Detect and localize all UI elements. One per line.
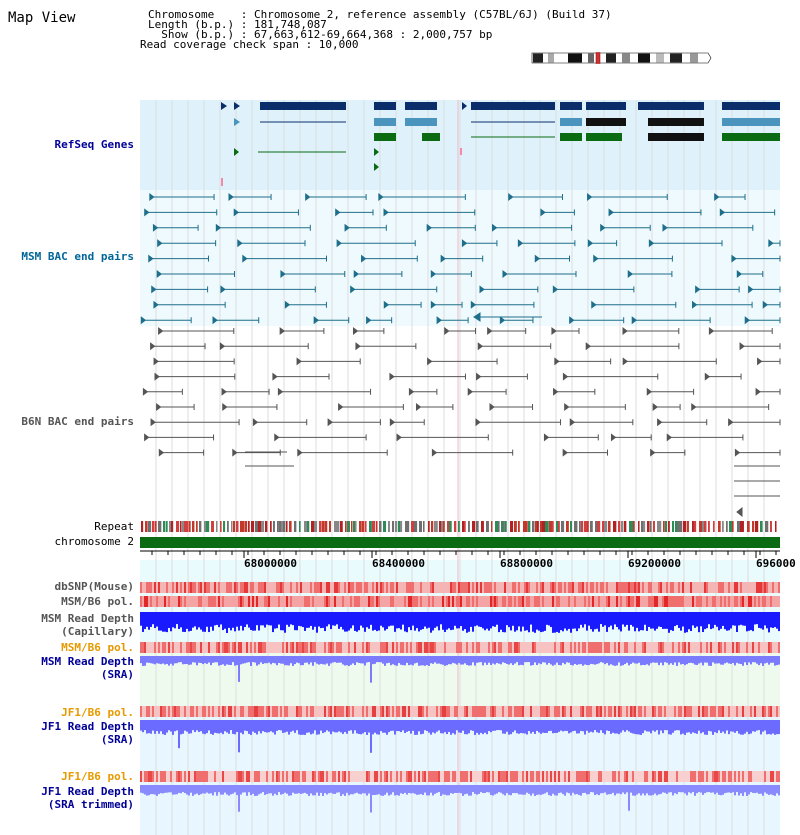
tick-label-3: 68800000 xyxy=(500,557,553,570)
tick-label-2: 68400000 xyxy=(372,557,425,570)
jf1-read-depth-trim-sub: (SRA trimmed) xyxy=(47,798,134,811)
msm-read-depth-cap-sub: (Capillary) xyxy=(61,625,134,638)
chromosome-line: Chromosome : Chromosome 2, reference assembly (C57BL/6J) (Build 37) xyxy=(148,8,612,21)
chromosome-bar xyxy=(140,537,780,548)
jf1-read-depth-trim-label: JF1 Read Depth xyxy=(41,785,134,798)
refseq-genes-label: RefSeq Genes xyxy=(54,138,134,151)
b6n-bac-label: B6N BAC end pairs xyxy=(21,415,134,428)
chromosome-label: chromosome 2 xyxy=(54,535,134,548)
show-line: Show (b.p.) : 67,663,612-69,664,368 : 2,000,757 bp xyxy=(148,28,493,41)
msm-b6-pol-label: MSM/B6 pol. xyxy=(61,595,134,608)
tick-label-5: 696000 xyxy=(756,557,796,570)
tick-label-4: 69200000 xyxy=(628,557,681,570)
jf1-b6-pol-label: JF1/B6 pol. xyxy=(61,706,134,719)
dbsnp-label: dbSNP(Mouse) xyxy=(54,580,134,593)
repeat-track xyxy=(141,521,777,532)
span-line: Read coverage check span : 10,000 xyxy=(140,38,359,51)
page-title: Map View xyxy=(8,10,76,26)
msm-read-depth-cap-label: MSM Read Depth xyxy=(41,612,134,625)
msm-read-depth-sra-label: MSM Read Depth xyxy=(41,655,134,668)
repeat-label: Repeat xyxy=(94,520,134,533)
msm-read-depth-sra-sub: (SRA) xyxy=(100,668,134,681)
length-line: Length (b.p.) : 181,748,087 xyxy=(148,18,327,31)
msm-bac-label: MSM BAC end pairs xyxy=(21,250,134,263)
jf1-read-depth-sra-label: JF1 Read Depth xyxy=(41,720,134,733)
msm-b6-pol-label-2: MSM/B6 pol. xyxy=(61,641,134,654)
jf1-read-depth-sra-sub: (SRA) xyxy=(100,733,134,746)
tick-label-1: 68000000 xyxy=(244,557,297,570)
jf1-b6-pol-label-2: JF1/B6 pol. xyxy=(61,770,134,783)
